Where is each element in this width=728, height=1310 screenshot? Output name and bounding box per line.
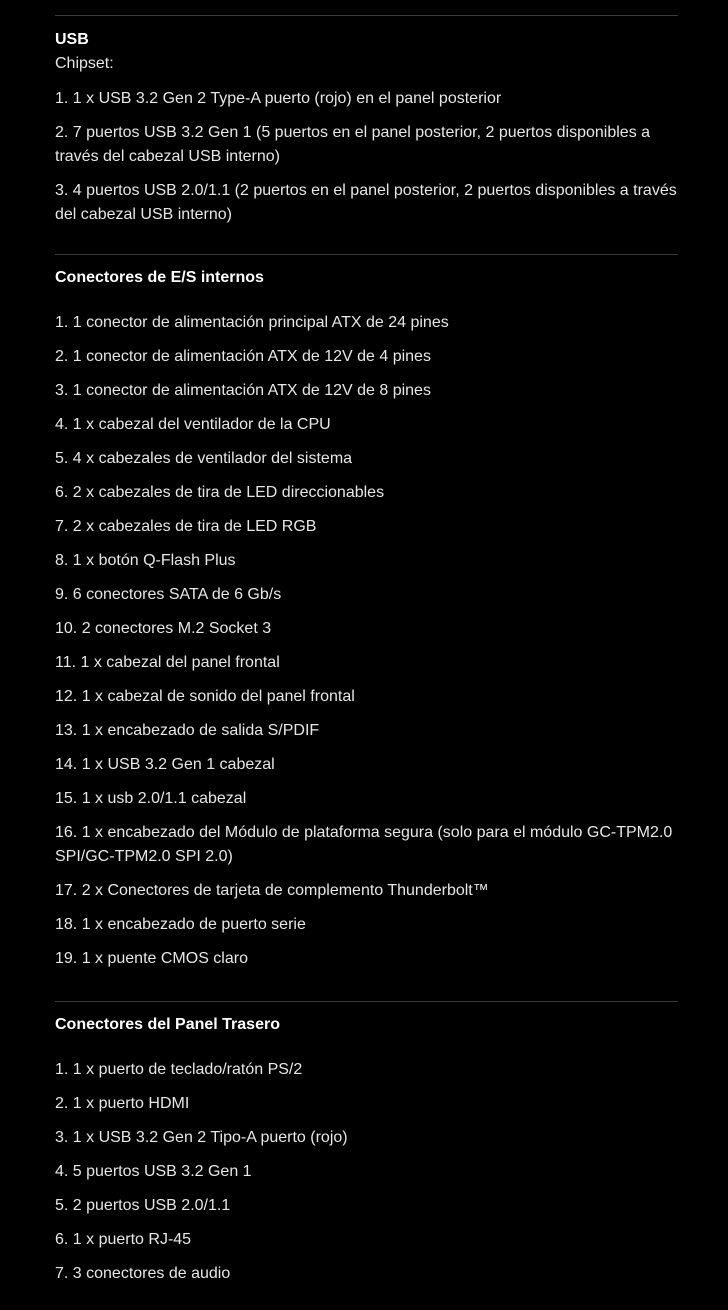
rear-panel-list: [55, 1058, 678, 1286]
list-item: 12. 1 x cabezal de sonido del panel frontal: [55, 688, 355, 705]
section-title-internal-io: Conectores de E/S internos: [55, 269, 264, 286]
list-item: 3. 1 x USB 3.2 Gen 2 Tipo-A puerto (rojo): [55, 1129, 348, 1146]
spec-page: [55, 0, 678, 1286]
list-item: 13. 1 x encabezado de salida S/PDIF: [55, 722, 320, 739]
list-item: 17. 2 x Conectores de tarjeta de complemento Thunderbolt™: [55, 882, 489, 899]
list-item: 1. 1 x USB 3.2 Gen 2 Type-A puerto (rojo) en el panel posterior: [55, 90, 502, 107]
list-item: 18. 1 x encabezado de puerto serie: [55, 916, 306, 933]
list-item: 3. 4 puertos USB 2.0/1.1 (2 puertos en el panel posterior, 2 puertos disponibles a través del cabezal USB interno): [55, 182, 677, 223]
list-item: 7. 3 conectores de audio: [55, 1265, 231, 1282]
list-item: 11. 1 x cabezal del panel frontal: [55, 654, 280, 671]
section-title-rear-panel: Conectores del Panel Trasero: [55, 1016, 280, 1033]
list-item: 9. 6 conectores SATA de 6 Gb/s: [55, 586, 282, 603]
list-item: 6. 2 x cabezales de tira de LED direccionables: [55, 484, 385, 501]
list-item: 5. 2 puertos USB 2.0/1.1: [55, 1197, 231, 1214]
list-item: 1. 1 x puerto de teclado/ratón PS/2: [55, 1061, 303, 1078]
divider: [55, 15, 678, 16]
list-item: 6. 1 x puerto RJ-45: [55, 1231, 192, 1248]
usb-list: [55, 87, 678, 227]
divider: [55, 254, 678, 255]
list-item: 1. 1 conector de alimentación principal ATX de 24 pines: [55, 314, 449, 331]
divider: [55, 1001, 678, 1002]
list-item: 5. 4 x cabezales de ventilador del sistema: [55, 450, 353, 467]
list-item: 16. 1 x encabezado del Módulo de plataforma segura (solo para el módulo GC-TPM2.0 SPI/GC-TPM2.0 SPI 2.0): [55, 824, 673, 865]
internal-io-list: [55, 311, 678, 971]
list-item: 19. 1 x puente CMOS claro: [55, 950, 248, 967]
list-item: 8. 1 x botón Q-Flash Plus: [55, 552, 236, 569]
section-title-usb: USB: [55, 31, 89, 48]
list-item: 14. 1 x USB 3.2 Gen 1 cabezal: [55, 756, 275, 773]
list-item: 2. 7 puertos USB 3.2 Gen 1 (5 puertos en el panel posterior, 2 puertos disponibles a través del cabezal USB interno): [55, 124, 651, 165]
list-item: 10. 2 conectores M.2 Socket 3: [55, 620, 272, 637]
list-item: 4. 5 puertos USB 3.2 Gen 1: [55, 1163, 252, 1180]
list-item: 7. 2 x cabezales de tira de LED RGB: [55, 518, 317, 535]
list-item: 4. 1 x cabezal del ventilador de la CPU: [55, 416, 331, 433]
list-item: 2. 1 conector de alimentación ATX de 12V de 4 pines: [55, 348, 431, 365]
list-item: 15. 1 x usb 2.0/1.1 cabezal: [55, 790, 247, 807]
list-item: 2. 1 x puerto HDMI: [55, 1095, 190, 1112]
list-item: 3. 1 conector de alimentación ATX de 12V de 8 pines: [55, 382, 431, 399]
usb-subtitle: Chipset:: [55, 55, 114, 72]
